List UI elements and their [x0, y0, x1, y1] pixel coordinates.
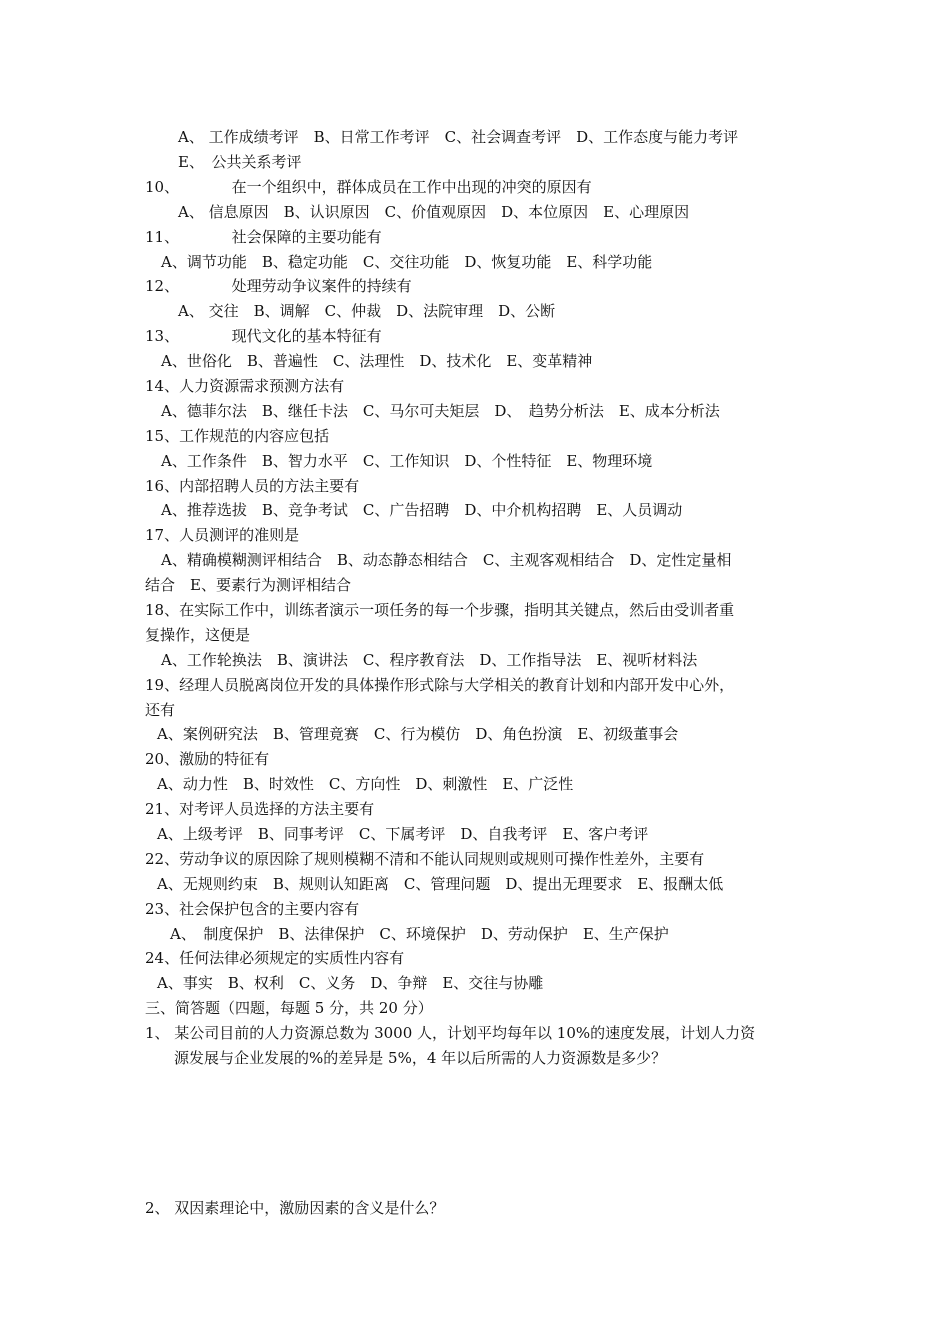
- question-18: 18、在实际工作中，训练者演示一项任务的每一个步骤，指明其关键点，然后由受训者重: [145, 601, 735, 619]
- question-20: 20、激励的特征有: [145, 750, 270, 768]
- options-q18: A、工作轮换法 B、演讲法 C、程序教育法 D、工作指导法 E、视听材料法: [161, 651, 698, 669]
- short-answer-2: 2、 双因素理论中，激励因素的含义是什么？: [145, 1199, 445, 1217]
- options-q9-e: E、 公共关系考评: [178, 153, 302, 171]
- options-q13: A、世俗化 B、普遍性 C、法理性 D、技术化 E、变革精神: [161, 352, 593, 370]
- question-10: 10、 在一个组织中，群体成员在工作中出现的冲突的原因有: [145, 178, 592, 196]
- options-q9: A、 工作成绩考评 B、日常工作考评 C、社会调查考评 D、工作态度与能力考评: [178, 128, 739, 146]
- options-q17: A、精确模糊测评相结合 B、动态静态相结合 C、主观客观相结合 D、定性定量相: [161, 551, 732, 569]
- options-q22: A、无规则约束 B、规则认知距离 C、管理问题 D、提出无理要求 E、报酬太低: [157, 875, 724, 893]
- options-q17-cont: 结合 E、要素行为测评相结合: [145, 576, 351, 594]
- options-q21: A、上级考评 B、同事考评 C、下属考评 D、自我考评 E、客户考评: [157, 825, 649, 843]
- question-19-cont: 还有: [145, 701, 176, 719]
- question-18-cont: 复操作，这便是: [145, 626, 251, 644]
- options-q16: A、推荐选拔 B、竞争考试 C、广告招聘 D、中介机构招聘 E、人员调动: [161, 501, 683, 519]
- options-q11: A、调节功能 B、稳定功能 C、交往功能 D、恢复功能 E、科学功能: [161, 253, 653, 271]
- options-q15: A、工作条件 B、智力水平 C、工作知识 D、个性特征 E、物理环境: [161, 452, 653, 470]
- question-14: 14、人力资源需求预测方法有: [145, 377, 345, 395]
- question-12: 12、 处理劳动争议案件的持续有: [145, 277, 412, 295]
- short-answer-1-cont: 源发展与企业发展的%的差异是 5%，4 年以后所需的人力资源数是多少？: [174, 1049, 667, 1067]
- question-22: 22、劳动争议的原因除了规则模糊不清和不能认同规则或规则可操作性差外，主要有: [145, 850, 705, 868]
- question-11: 11、 社会保障的主要功能有: [145, 228, 382, 246]
- options-q23: A、 制度保护 B、法律保护 C、环境保护 D、劳动保护 E、生产保护: [170, 925, 669, 943]
- question-21: 21、对考评人员选择的方法主要有: [145, 800, 375, 818]
- options-q10: A、 信息原因 B、认识原因 C、价值观原因 D、本位原因 E、心理原因: [178, 203, 690, 221]
- short-answer-1: 1、 某公司目前的人力资源总数为 3000 人，计划平均每年以 10%的速度发展，计划人力资: [145, 1024, 756, 1042]
- question-17: 17、人员测评的准则是: [145, 526, 300, 544]
- question-15: 15、工作规范的内容应包括: [145, 427, 330, 445]
- question-19: 19、经理人员脱离岗位开发的具体操作形式除与大学相关的教育计划和内部开发中心外，: [145, 676, 735, 694]
- question-24: 24、任何法律必须规定的实质性内容有: [145, 949, 405, 967]
- options-q19: A、案例研究法 B、管理竟赛 C、行为模仿 D、角色扮演 E、初级董事会: [157, 725, 679, 743]
- question-23: 23、社会保护包含的主要内容有: [145, 900, 360, 918]
- options-q24: A、事实 B、权利 C、义务 D、争辩 E、交往与协雕: [157, 974, 544, 992]
- options-q20: A、动力性 B、时效性 C、方向性 D、刺激性 E、广泛性: [157, 775, 574, 793]
- section-heading-short-answer: 三、简答题（四题，每题 5 分，共 20 分）: [145, 999, 433, 1017]
- options-q12: A、 交往 B、调解 C、仲裁 D、法院审理 D、公断: [178, 302, 556, 320]
- question-16: 16、内部招聘人员的方法主要有: [145, 477, 360, 495]
- options-q14: A、德菲尔法 B、继任卡法 C、马尔可夫矩层 D、 趋势分析法 E、成本分析法: [161, 402, 720, 420]
- question-13: 13、 现代文化的基本特征有: [145, 327, 382, 345]
